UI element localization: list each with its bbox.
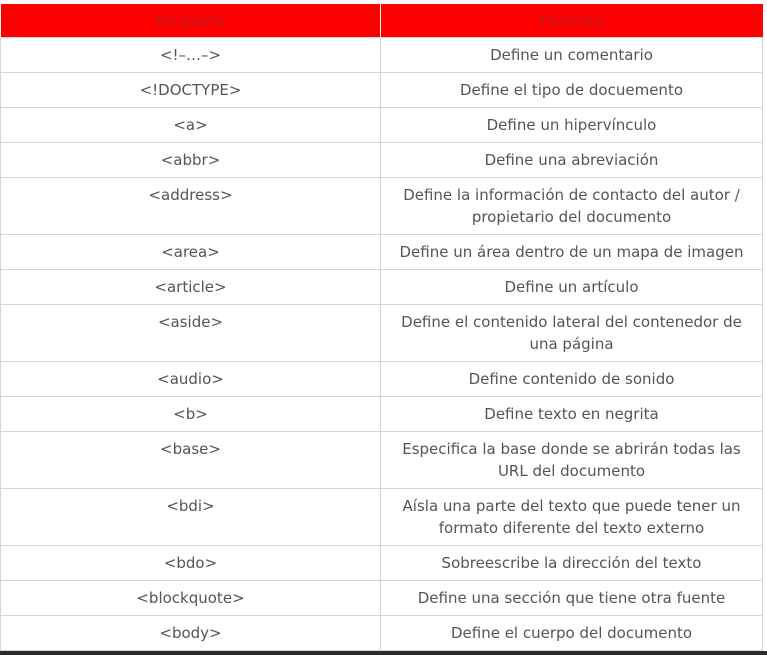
tag-cell: <area>: [1, 235, 381, 270]
table-row: [1, 362, 763, 397]
description-cell: Especifica la base donde se abrirán todas las URL del documento: [381, 432, 763, 489]
table-header-row: [1, 4, 763, 38]
tag-cell: <!–…–>: [1, 38, 381, 73]
table-row: [1, 546, 763, 581]
description-cell: Define un área dentro de un mapa de imagen: [381, 235, 763, 270]
bottom-edge-bar: [0, 651, 767, 655]
description-cell: Define el tipo de docuemento: [381, 73, 763, 108]
description-cell: Define una sección que tiene otra fuente: [381, 581, 763, 616]
description-cell: Sobreescribe la dirección del texto: [381, 546, 763, 581]
description-cell: Define el contenido lateral del contenedor de una página: [381, 305, 763, 362]
table-row: [1, 581, 763, 616]
tag-cell: <audio>: [1, 362, 381, 397]
tag-cell: <!DOCTYPE>: [1, 73, 381, 108]
table-row: [1, 397, 763, 432]
html-tags-table: [0, 4, 763, 651]
column-header-funcion: Función: [381, 4, 763, 38]
table-row: [1, 616, 763, 651]
table-row: [1, 108, 763, 143]
table-row: [1, 432, 763, 489]
description-cell: Define un hipervínculo: [381, 108, 763, 143]
tag-cell: <b>: [1, 397, 381, 432]
column-header-etiqueta: Etiqueta: [1, 4, 381, 38]
table-row: [1, 143, 763, 178]
table-row: [1, 489, 763, 546]
description-cell: Define el cuerpo del documento: [381, 616, 763, 651]
tag-cell: <abbr>: [1, 143, 381, 178]
description-cell: Define la información de contacto del autor / propietario del documento: [381, 178, 763, 235]
description-cell: Define un artículo: [381, 270, 763, 305]
description-cell: Define una abreviación: [381, 143, 763, 178]
tag-cell: <address>: [1, 178, 381, 235]
table-row: [1, 178, 763, 235]
description-cell: Aísla una parte del texto que puede tener un formato diferente del texto externo: [381, 489, 763, 546]
description-cell: Define un comentario: [381, 38, 763, 73]
table-row: [1, 73, 763, 108]
description-cell: Define contenido de sonido: [381, 362, 763, 397]
tag-cell: <a>: [1, 108, 381, 143]
table-row: [1, 235, 763, 270]
table-row: [1, 305, 763, 362]
tag-cell: <bdo>: [1, 546, 381, 581]
table-row: [1, 38, 763, 73]
tag-cell: <bdi>: [1, 489, 381, 546]
table-row: [1, 270, 763, 305]
tag-cell: <base>: [1, 432, 381, 489]
tag-cell: <body>: [1, 616, 381, 651]
tag-cell: <aside>: [1, 305, 381, 362]
tag-cell: <article>: [1, 270, 381, 305]
tag-cell: <blockquote>: [1, 581, 381, 616]
description-cell: Define texto en negrita: [381, 397, 763, 432]
